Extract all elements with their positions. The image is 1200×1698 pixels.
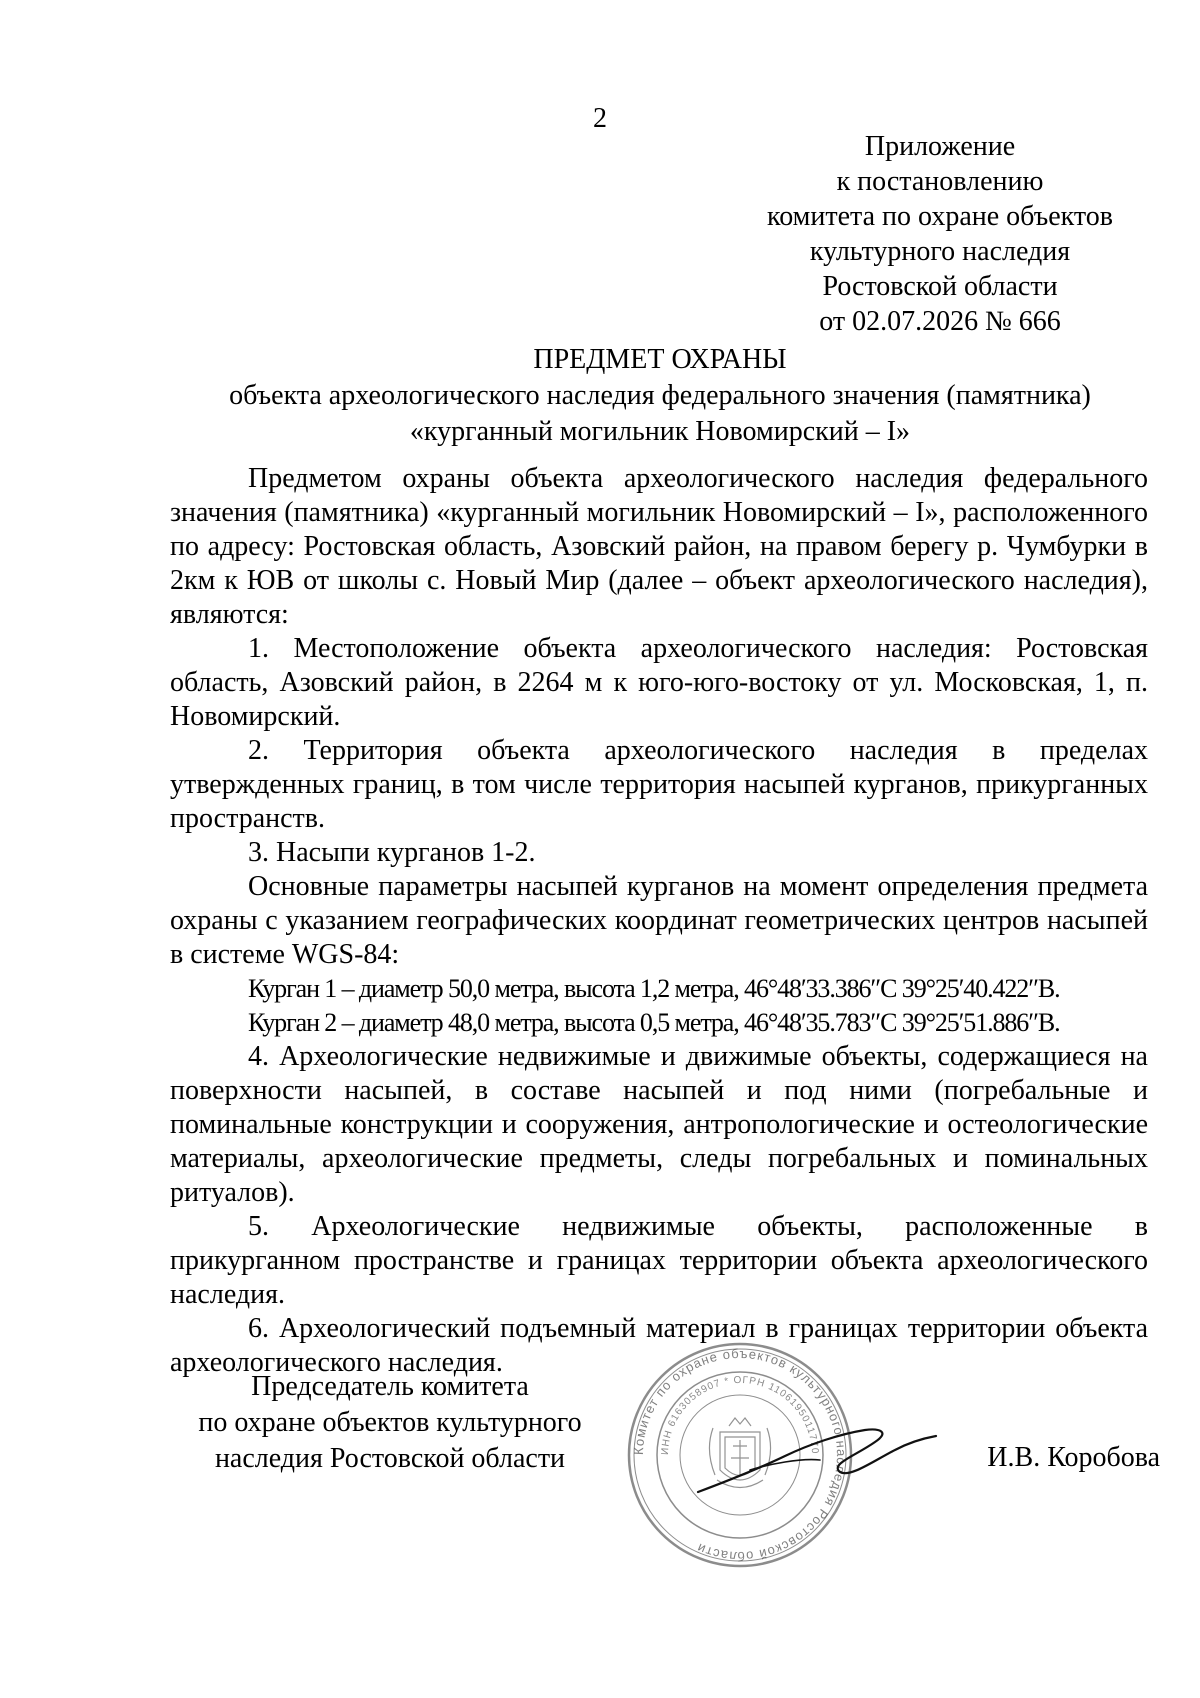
paragraph-item-6: 6. Археологический подъемный материал в границах территории объекта археологического наследия. [170,1313,1148,1378]
title-subtitle: объекта археологического наследия федерального значения (памятника) [229,380,1091,411]
title-subtitle: «курганный могильник Новомирский – I» [409,416,911,447]
document-title [140,342,1180,450]
paragraph-item-4: 4. Археологические недвижимые и движимые объекты, содержащиеся на поверхности насыпей, в составе насыпей и под ними (погребальные и поминальные конструкции и сооружения, антропологические и остеологические материалы, археологические предметы, следы погребальных и поминальных ритуалов). [170,1041,1148,1208]
signer-position-line: по охране объектов культурного [198,1407,582,1438]
appendix-line: комитета по охране объектов [767,201,1113,232]
paragraph-item-5: 5. Археологические недвижимые объекты, расположенные в прикурганном пространстве и границах территории объекта археологического наследия. [170,1211,1148,1310]
document-body [170,462,1148,1380]
kurgan-2-line: Курган 2 – диаметр 48,0 метра, высота 0,5 метра, 46°48′35.783″С 39°25′51.886″В. [248,1008,1060,1037]
title-main: ПРЕДМЕТ ОХРАНЫ [533,344,787,375]
seal-outer-text: Комитет по охране объектов культурного наследия Ростовской области [630,1345,850,1565]
seal-inner-text: ИНН 6163058907 * ОГРН 1106195011770 [659,1374,821,1456]
appendix-line: Приложение [864,131,1016,162]
appendix-line: от 02.07.2026 № 666 [819,306,1061,337]
paragraph-item-2: 2. Территория объекта археологического наследия в пределах утвержденных границ, в том числе территория насыпей курганов, прикурганных пространств. [170,735,1148,834]
paragraph-params: Основные параметры насыпей курганов на момент определения предмета охраны с указанием географических координат геометрических центров насыпей в системе WGS-84: [170,871,1148,970]
page-number: 2 [593,103,607,134]
signer-position-line: Председатель комитета [251,1371,529,1402]
appendix-line: Ростовской области [822,271,1058,302]
kurgan-1-line: Курган 1 – диаметр 50,0 метра, высота 1,2 метра, 46°48′33.386″С 39°25′40.422″В. [248,974,1060,1003]
paragraph-item-3: 3. Насыпи курганов 1-2. [248,837,536,868]
paragraph-item-1: 1. Местоположение объекта археологического наследия: Ростовская область, Азовский район, в 2264 м к юго-юго-востоку от ул. Московская, 1, п. Новомирский. [170,633,1148,732]
handwritten-signature [690,1420,940,1510]
appendix-header [760,129,1120,339]
paragraph-intro: Предметом охраны объекта археологического наследия федерального значения (памятника) «курганный могильник Новомирский – I», расположенного по адресу: Ростовская область, Азовский район, на правом берегу р. Чумбурки в 2км к ЮВ от школы с. Новый Мир (далее – объект археологического наследия), являются: [170,463,1148,630]
signer-name: И.В. Коробова [987,1442,1160,1473]
appendix-line: к постановлению [836,166,1044,197]
signer-position [180,1369,600,1477]
appendix-line: культурного наследия [809,236,1071,267]
signer-position-line: наследия Ростовской области [214,1443,566,1474]
